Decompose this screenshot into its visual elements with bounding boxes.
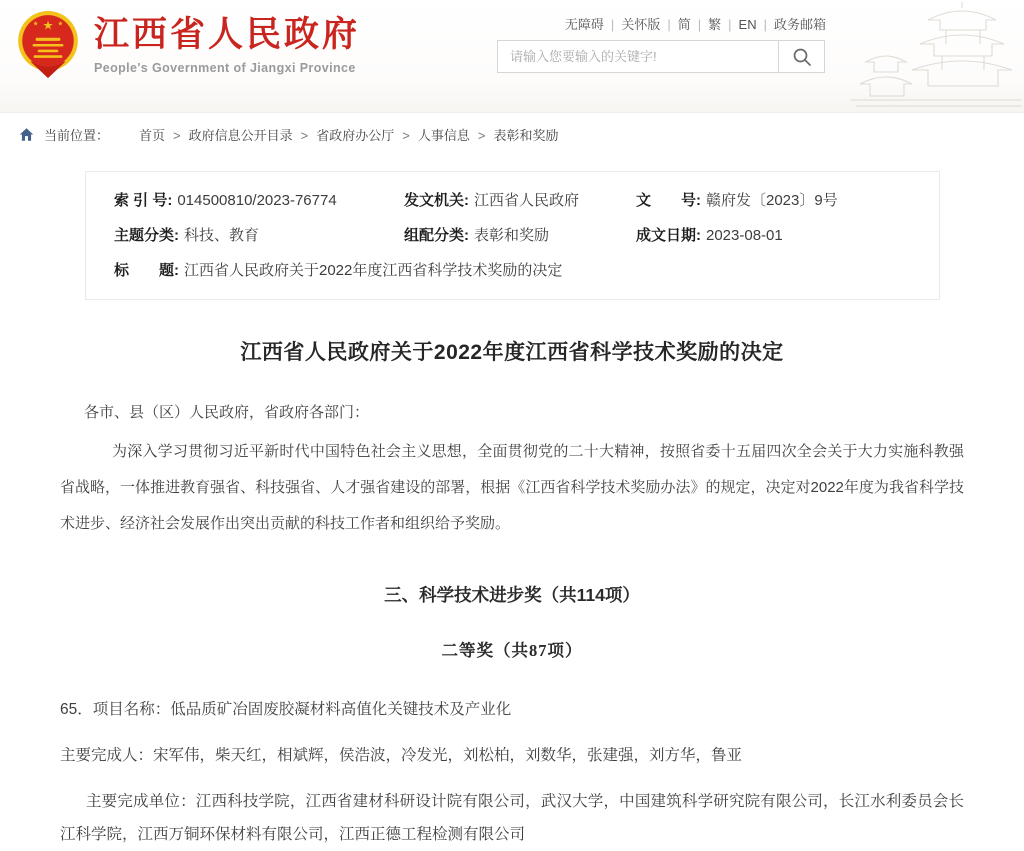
meta-group-value: 表彰和奖励 [474, 227, 550, 244]
meta-topic-value: 科技、教育 [184, 227, 260, 244]
sub-heading: 二等奖（共87项） [441, 641, 583, 660]
article-paragraph: 为深入学习贯彻习近平新时代中国特色社会主义思想，全面贯彻党的二十大精神，按照省委十五届四次全会关于大力实施科教强省战略，一体推进教育强省、科技强省、人才强省建设的部署，根据《江西省科学技术奖励办法》的规定，决定对2022年度为我省科学技术进步、经济社会发展作出突出贡献的科技工作者和组织给予奖励。 [60, 443, 964, 532]
link-traditional[interactable]: 繁 | [708, 17, 738, 32]
meta-doc-number-label: 文 号: [636, 192, 701, 209]
search-icon [792, 47, 812, 67]
search-button[interactable] [778, 41, 824, 72]
meta-doc-number [623, 182, 939, 217]
item-main-people: 主要完成人：宋军伟，柴天红，相斌辉，侯浩波，冷发光，刘松柏，刘数华，张建强，刘方华，鲁亚 [60, 747, 743, 764]
meta-index-value: 014500810/2023-76774 [177, 192, 337, 209]
breadcrumb-info-catalog[interactable]: 政府信息公开目录 > [189, 125, 317, 144]
site-title-block [94, 15, 360, 74]
document-content [0, 171, 1024, 851]
meta-doc-number-value: 赣府发〔2023〕9号 [706, 192, 838, 209]
breadcrumb-home[interactable]: 首页 > [139, 125, 189, 144]
pavilion-sketch [846, 0, 1022, 112]
doc-meta-table [85, 171, 940, 300]
link-gov-mail[interactable]: 政务邮箱 [773, 17, 826, 32]
national-emblem-icon [16, 10, 80, 80]
utility-links [565, 14, 826, 33]
article-title: 江西省人民政府关于2022年度江西省科学技术奖励的决定 [240, 341, 784, 364]
item-main-units: 主要完成单位：江西科技学院，江西省建材科研设计院有限公司，武汉大学，中国建筑科学研究院有限公司，长江水利委员会长江科学院，江西万铜环保材料有限公司，江西正德工程检测有限公司 [60, 793, 964, 843]
item-project-name: 65．项目名称：低品质矿冶固废胶凝材料高值化关键技术及产业化 [60, 701, 512, 718]
meta-agency [391, 182, 623, 217]
link-simplified[interactable]: 简 | [678, 17, 708, 32]
home-icon [18, 127, 35, 142]
search-input[interactable] [498, 41, 778, 72]
meta-group-label: 组配分类: [404, 227, 469, 244]
breadcrumb-label: 当前位置： [44, 127, 110, 143]
breadcrumb-personnel[interactable]: 人事信息 > [418, 125, 494, 144]
svg-text:★: ★ [32, 20, 39, 28]
meta-title-value: 江西省人民政府关于2022年度江西省科学技术奖励的决定 [184, 262, 563, 279]
meta-index-label: 索 引 号: [114, 192, 173, 209]
article-salutation: 各市、县（区）人民政府，省政府各部门： [84, 404, 370, 421]
site-logo[interactable] [16, 10, 360, 80]
search-bar [497, 40, 825, 73]
breadcrumb-awards[interactable]: 表彰和奖励 [493, 127, 559, 143]
meta-row-3 [86, 252, 939, 287]
meta-date [623, 217, 939, 252]
meta-topic [86, 217, 391, 252]
meta-date-value: 2023-08-01 [706, 227, 783, 244]
meta-index [86, 182, 391, 217]
award-item-65 [60, 693, 964, 851]
site-name: 江西省人民政府 [94, 15, 361, 55]
meta-title [86, 252, 939, 287]
link-english[interactable]: EN | [739, 17, 774, 32]
meta-row-2 [86, 217, 939, 252]
link-care-version[interactable]: 关怀版 | [621, 17, 677, 32]
link-accessibility[interactable]: 无障碍 | [565, 17, 621, 32]
meta-group [391, 217, 623, 252]
svg-text:★: ★ [57, 20, 64, 28]
meta-agency-label: 发文机关: [404, 192, 469, 209]
site-header [0, 0, 1024, 113]
meta-title-label: 标 题: [114, 262, 179, 279]
svg-text:★: ★ [42, 18, 54, 33]
meta-topic-label: 主题分类: [114, 227, 179, 244]
meta-row-1 [86, 182, 939, 217]
breadcrumb-office[interactable]: 省政府办公厅 > [316, 125, 418, 144]
site-name-en: People's Government of Jiangxi Province [94, 60, 356, 75]
section-heading: 三、科学技术进步奖（共114项） [384, 585, 640, 605]
breadcrumb [0, 113, 1024, 155]
meta-date-label: 成文日期: [636, 227, 701, 244]
meta-agency-value: 江西省人民政府 [474, 192, 580, 209]
